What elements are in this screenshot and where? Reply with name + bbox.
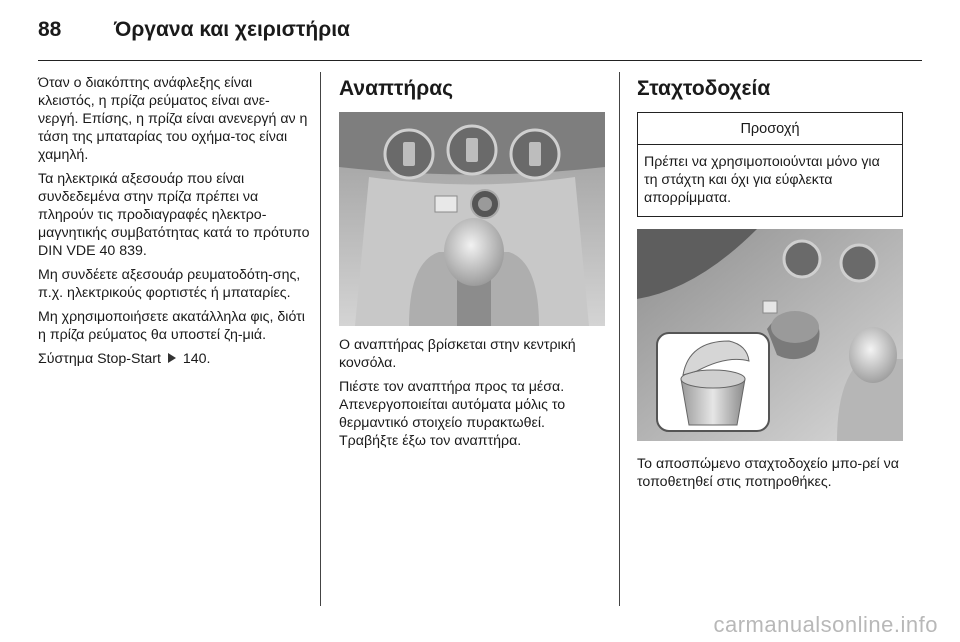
caution-box xyxy=(637,112,903,217)
watermark: carmanualsonline.info xyxy=(713,612,938,637)
column-ashtrays xyxy=(637,70,903,497)
column-lighter xyxy=(339,70,605,456)
paragraph: Μη συνδέετε αξεσουάρ ρευματοδότη-σης, π.χ. ηλεκτρικούς φορτιστές ή μπαταρίες. xyxy=(38,267,301,301)
paragraph: Όταν ο διακόπτης ανάφλεξης είναι κλειστός, η πρίζα ρεύματος είναι ανε-νεργή. Επίσης, η πρίζα είναι ανενεργή αν η τάση της μπαταρίας του οχήμα-τος είναι χαμηλή. xyxy=(38,75,308,163)
paragraph: Μη χρησιμοποιήσετε ακατάλληλα φις, διότι η πρίζα ρεύματος θα υποστεί ζη-μιά. xyxy=(38,309,305,343)
paragraph: Τα ηλεκτρικά αξεσουάρ που είναι συνδεδεμένα στην πρίζα πρέπει να πληρούν τις προδιαγραφές ηλεκτρο-μαγνητικής συμβατότητας κατά το πρότυπο DIN VDE 40 839. xyxy=(38,171,310,259)
column-divider-1 xyxy=(320,72,321,606)
header-rule xyxy=(38,60,922,61)
paragraph: Ο αναπτήρας βρίσκεται στην κεντρική κονσόλα. xyxy=(339,337,576,371)
cross-reference[interactable] xyxy=(38,350,310,368)
column-divider-2 xyxy=(619,72,620,606)
paragraph: Πιέστε τον αναπτήρα προς τα μέσα. Απενεργοποιείται αυτόματα μόλις το θερμαντικό στοιχείο πυρακτωθεί. Τραβήξτε έξω τον αναπτήρα. xyxy=(339,379,566,449)
section-heading-lighter: Αναπτήρας xyxy=(339,77,454,100)
column-socket-notes xyxy=(38,70,310,374)
xref-page: 140. xyxy=(182,351,211,367)
xref-arrow-icon xyxy=(168,353,176,363)
caution-title: Προσοχή xyxy=(638,113,902,145)
page-header xyxy=(38,14,922,54)
cigarette-lighter-illustration xyxy=(339,112,605,326)
page-number: 88 xyxy=(38,18,62,41)
ashtray-illustration xyxy=(637,229,903,441)
section-heading-ashtrays: Σταχτοδοχεία xyxy=(637,77,771,100)
paragraph: Το αποσπώμενο σταχτοδοχείο μπο-ρεί να τοποθετηθεί στις ποτηροθήκες. xyxy=(637,456,899,490)
page-title: Όργανα και χειριστήρια xyxy=(114,18,350,41)
caution-body: Πρέπει να χρησιμοποιούνται μόνο για τη στάχτη και όχι για εύφλεκτα απορρίμματα. xyxy=(644,154,880,206)
xref-text: Σύστημα Stop-Start xyxy=(38,351,161,367)
